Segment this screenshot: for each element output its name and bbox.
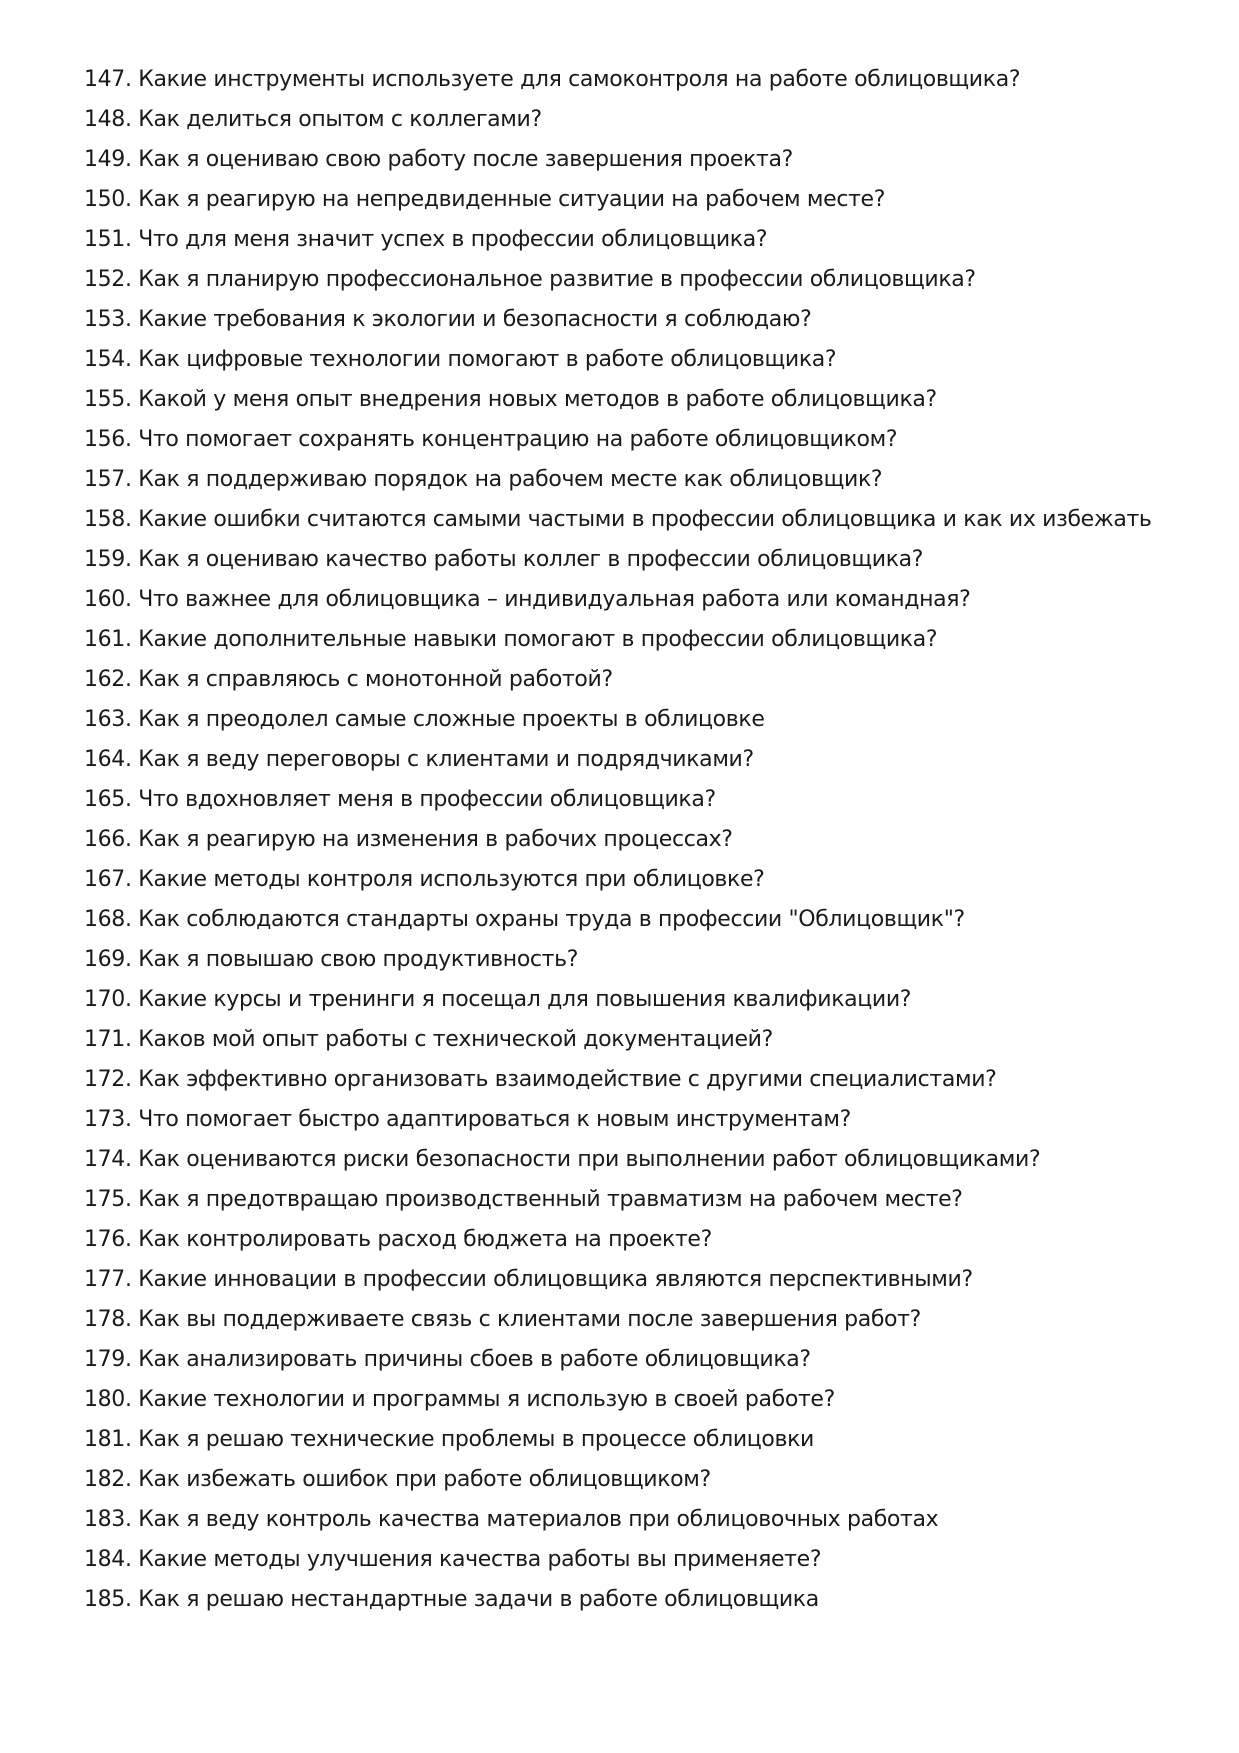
question-item: 152. Как я планирую профессиональное развитие в профессии облицовщика? [84,267,976,292]
question-item: 156. Что помогает сохранять концентрацию на работе облицовщиком? [84,427,898,452]
question-item: 184. Какие методы улучшения качества работы вы применяете? [84,1547,822,1572]
question-item: 174. Как оцениваются риски безопасности при выполнении работ облицовщиками? [84,1147,1041,1172]
question-item: 178. Как вы поддерживаете связь с клиентами после завершения работ? [84,1307,921,1332]
question-item: 181. Как я решаю технические проблемы в процессе облицовки [84,1427,815,1452]
question-item: 160. Что важнее для облицовщика – индивидуальная работа или командная? [84,587,971,612]
question-item: 150. Как я реагирую на непредвиденные ситуации на рабочем месте? [84,187,886,212]
question-item: 167. Какие методы контроля используются при облицовке? [84,867,765,892]
question-item: 148. Как делиться опытом с коллегами? [84,107,542,132]
question-item: 183. Как я веду контроль качества материалов при облицовочных работах [84,1507,939,1532]
question-item: 179. Как анализировать причины сбоев в работе облицовщика? [84,1347,811,1372]
question-item: 159. Как я оцениваю качество работы коллег в профессии облицовщика? [84,547,924,572]
question-item: 172. Как эффективно организовать взаимодействие с другими специалистами? [84,1067,997,1092]
question-item: 164. Как я веду переговоры с клиентами и подрядчиками? [84,747,754,772]
question-item: 185. Как я решаю нестандартные задачи в работе облицовщика [84,1587,819,1612]
question-item: 149. Как я оцениваю свою работу после завершения проекта? [84,147,793,172]
question-item: 147. Какие инструменты используете для самоконтроля на работе облицовщика? [84,67,1021,92]
question-item: 157. Как я поддерживаю порядок на рабочем месте как облицовщик? [84,467,883,492]
question-item: 163. Как я преодолел самые сложные проекты в облицовке [84,707,765,732]
question-item: 182. Как избежать ошибок при работе облицовщиком? [84,1467,711,1492]
question-item: 177. Какие инновации в профессии облицовщика являются перспективными? [84,1267,973,1292]
question-item: 180. Какие технологии и программы я использую в своей работе? [84,1387,835,1412]
question-item: 154. Как цифровые технологии помогают в работе облицовщика? [84,347,837,372]
question-item: 166. Как я реагирую на изменения в рабочих процессах? [84,827,733,852]
question-item: 168. Как соблюдаются стандарты охраны труда в профессии "Облицовщик"? [84,907,965,932]
question-item: 158. Какие ошибки считаются самыми частыми в профессии облицовщика и как их избежать [84,507,1152,532]
question-item: 161. Какие дополнительные навыки помогают в профессии облицовщика? [84,627,938,652]
question-list [84,60,1164,1620]
question-item: 176. Как контролировать расход бюджета на проекте? [84,1227,712,1252]
question-item: 162. Как я справляюсь с монотонной работой? [84,667,613,692]
question-item: 175. Как я предотвращаю производственный травматизм на рабочем месте? [84,1187,963,1212]
question-item: 155. Какой у меня опыт внедрения новых методов в работе облицовщика? [84,387,937,412]
question-item: 165. Что вдохновляет меня в профессии облицовщика? [84,787,716,812]
question-item: 171. Каков мой опыт работы с технической документацией? [84,1027,773,1052]
question-item: 173. Что помогает быстро адаптироваться к новым инструментам? [84,1107,851,1132]
question-item: 169. Как я повышаю свою продуктивность? [84,947,579,972]
question-item: 170. Какие курсы и тренинги я посещал для повышения квалификации? [84,987,912,1012]
question-item: 151. Что для меня значит успех в профессии облицовщика? [84,227,768,252]
question-item: 153. Какие требования к экологии и безопасности я соблюдаю? [84,307,812,332]
